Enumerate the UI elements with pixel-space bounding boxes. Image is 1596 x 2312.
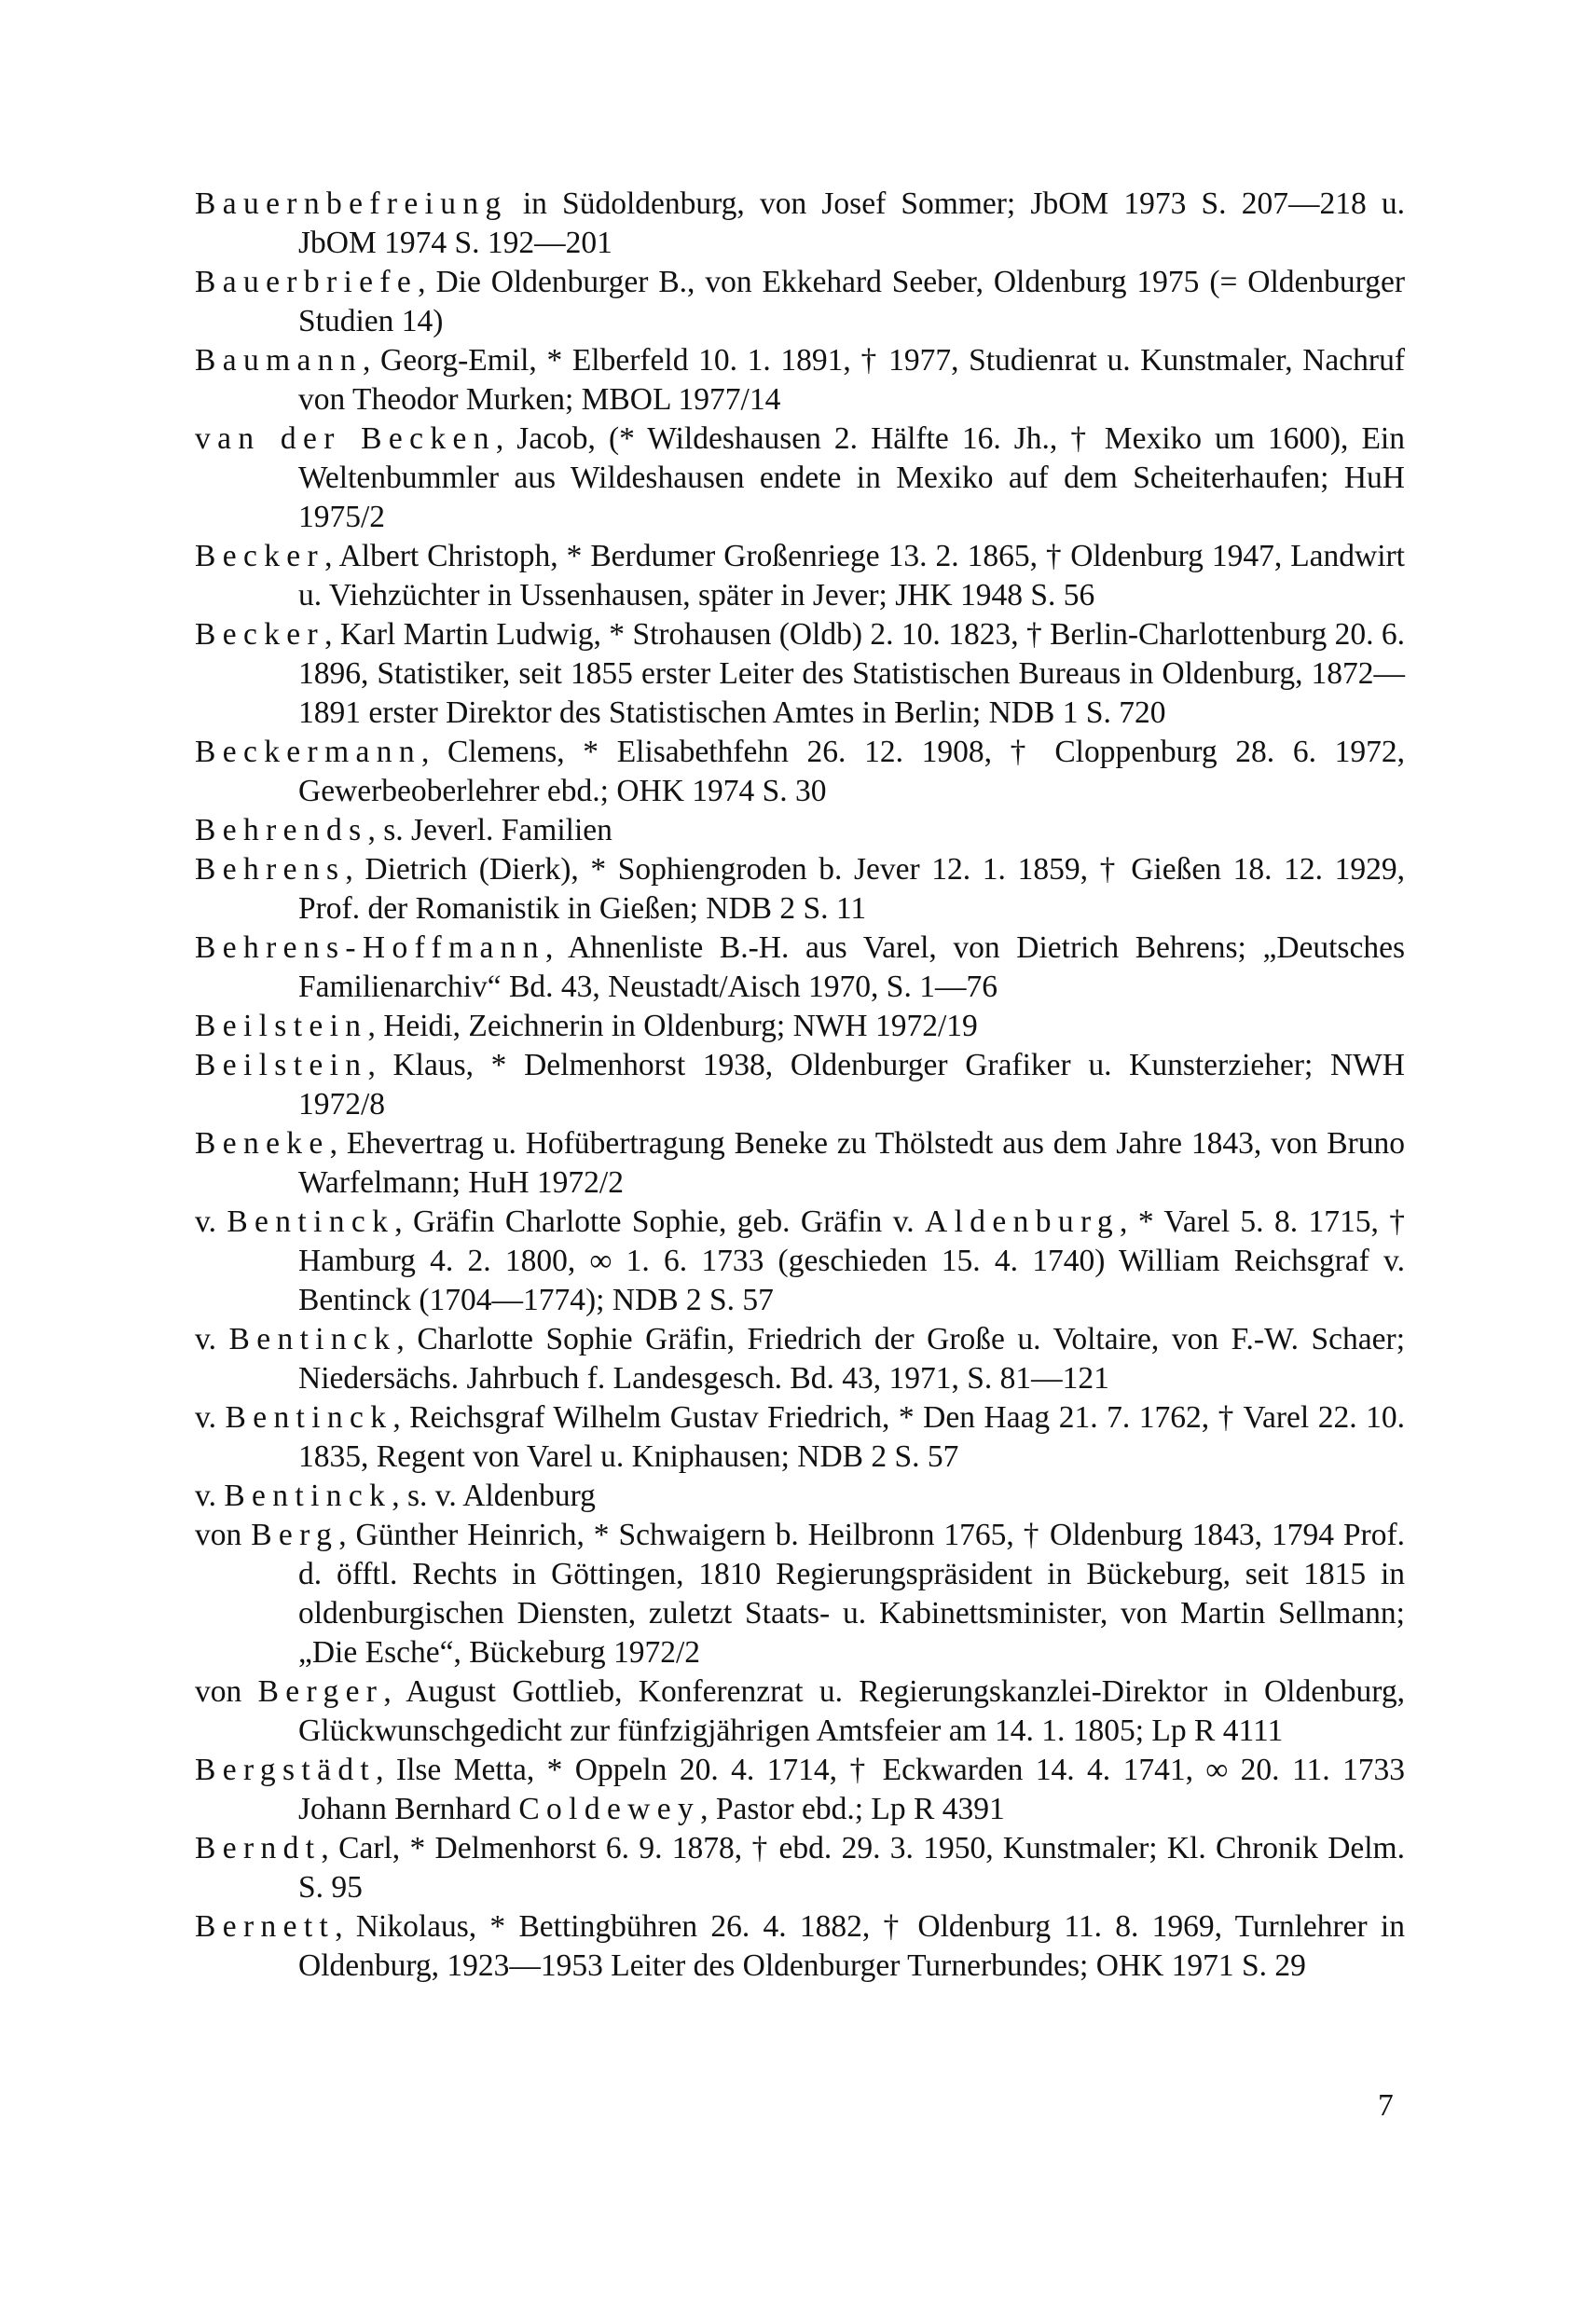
register-entries	[195, 185, 1405, 1986]
entry-prefix: v.	[195, 1400, 226, 1435]
entry-keyword: Bentinck	[224, 1479, 392, 1513]
register-entry	[195, 1477, 1405, 1516]
register-entry	[195, 1829, 1405, 1907]
entry-text-continued: , Pastor ebd.; Lp R 4391	[700, 1792, 1005, 1826]
entry-keyword: Berndt	[195, 1831, 322, 1865]
entry-text: , s. v. Aldenburg	[392, 1479, 596, 1513]
entry-keyword-secondary: Aldenburg	[925, 1204, 1121, 1239]
register-entry	[195, 1907, 1405, 1986]
entry-text: , Ilse Metta, * Oppeln 20. 4. 1714, † Eckwarden 14. 4. 1741, ∞ 20. 11. 1733 Johann Bernhard	[298, 1753, 1405, 1826]
entry-prefix: von	[195, 1674, 258, 1709]
register-entry	[195, 341, 1405, 420]
entry-keyword: Becker	[195, 617, 325, 652]
entry-text: , Carl, * Delmenhorst 6. 9. 1878, † ebd. 29. 3. 1950, Kunstmaler; Kl. Chronik Delm. S. 95	[298, 1831, 1405, 1905]
entry-text: , s. Jeverl. Familien	[367, 813, 612, 847]
entry-keyword: Berg	[251, 1518, 339, 1552]
register-entry	[195, 1516, 1405, 1672]
entry-text: , Jacob, (* Wildeshausen 2. Hälfte 16. Jh., † Mexiko um 1600), Ein Weltenbummler aus Wildeshausen endete in Mexiko auf dem Scheiterhaufen; HuH 1975/2	[298, 421, 1405, 534]
entry-keyword: Bentinck	[227, 1204, 395, 1239]
entry-text: , Nikolaus, * Bettingbühren 26. 4. 1882, † Oldenburg 11. 8. 1969, Turnlehrer in Oldenburg, 1923—1953 Leiter des Oldenburger Turnerbundes; OHK 1971 S. 29	[298, 1909, 1405, 1983]
register-entry	[195, 1398, 1405, 1477]
entry-text: , Gräfin Charlotte Sophie, geb. Gräfin v.	[394, 1204, 926, 1239]
entry-keyword: Beneke	[195, 1126, 330, 1161]
register-entry	[195, 263, 1405, 341]
register-entry	[195, 1046, 1405, 1124]
register-entry	[195, 1007, 1405, 1046]
entry-keyword-secondary: Coldewey	[518, 1792, 701, 1826]
register-entry	[195, 850, 1405, 929]
entry-text: in Südoldenburg, von Josef Sommer; JbOM 1973 S. 207—218 u. JbOM 1974 S. 192—201	[298, 186, 1405, 260]
entry-text: , Ehevertrag u. Hofübertragung Beneke zu Thölstedt aus dem Jahre 1843, von Bruno Warfelmann; HuH 1972/2	[298, 1126, 1405, 1200]
entry-keyword: Behrends	[195, 813, 368, 847]
entry-prefix: v.	[195, 1322, 229, 1356]
entry-text: , Klaus, * Delmenhorst 1938, Oldenburger Grafiker u. Kunsterzieher; NWH 1972/8	[298, 1048, 1405, 1122]
entry-text: , Clemens, * Elisabethfehn 26. 12. 1908, † Cloppenburg 28. 6. 1972, Gewerbeoberlehrer ebd.; OHK 1974 S. 30	[298, 735, 1405, 808]
entry-prefix: v.	[195, 1479, 225, 1513]
entry-keyword: Bentinck	[225, 1400, 393, 1435]
entry-prefix: von	[195, 1518, 252, 1552]
entry-keyword: van der Becken	[195, 421, 496, 456]
entry-text: , Reichsgraf Wilhelm Gustav Friedrich, * Den Haag 21. 7. 1762, † Varel 22. 10. 1835, Regent von Varel u. Kniphausen; NDB 2 S. 57	[298, 1400, 1405, 1474]
entry-text: , Günther Heinrich, * Schwaigern b. Heilbronn 1765, † Oldenburg 1843, 1794 Prof. d. öfftl. Rechts in Göttingen, 1810 Regierungspräsident in Bückeburg, seit 1815 in oldenburgischen Diensten, zuletzt Staats- u. Kabinettsminister, von Martin Sellmann; „Die Esche“, Bückeburg 1972/2	[298, 1518, 1405, 1670]
register-entry	[195, 185, 1405, 263]
entry-keyword: Beilstein	[195, 1048, 368, 1082]
entry-text-continued: , * Varel 5. 8. 1715, † Hamburg 4. 2. 1800, ∞ 1. 6. 1733 (geschieden 15. 4. 1740) William Reichsgraf v. Bentinck (1704—1774); NDB 2 S. 57	[298, 1204, 1405, 1317]
register-entry	[195, 733, 1405, 811]
register-entry	[195, 1124, 1405, 1203]
register-entry	[195, 420, 1405, 537]
entry-keyword: Behrens-Hoffmann	[195, 930, 545, 965]
entry-keyword: Bauerbriefe	[195, 265, 419, 299]
entry-keyword: Beckermann	[195, 735, 421, 769]
entry-keyword: Beilstein	[195, 1009, 368, 1043]
register-entry	[195, 1320, 1405, 1398]
entry-keyword: Bergstädt	[195, 1753, 377, 1787]
register-entry	[195, 1203, 1405, 1320]
entry-keyword: Baumann	[195, 343, 363, 378]
register-entry	[195, 537, 1405, 615]
register-entry	[195, 811, 1405, 850]
register-entry	[195, 1751, 1405, 1829]
entry-text: , Albert Christoph, * Berdumer Großenriege 13. 2. 1865, † Oldenburg 1947, Landwirt u. Viehzüchter in Ussenhausen, später in Jever; JHK 1948 S. 56	[298, 539, 1405, 612]
entry-text: , Die Oldenburger B., von Ekkehard Seeber, Oldenburg 1975 (= Oldenburger Studien 14)	[298, 265, 1405, 338]
register-entry	[195, 929, 1405, 1007]
entry-text: , Ahnenliste B.-H. aus Varel, von Dietrich Behrens; „Deutsches Familienarchiv“ Bd. 43, Neustadt/Aisch 1970, S. 1—76	[298, 930, 1405, 1004]
page-number: 7	[1378, 2088, 1394, 2123]
entry-keyword: Bauernbefreiung	[195, 186, 508, 221]
entry-keyword: Bentinck	[228, 1322, 397, 1356]
entry-keyword: Berger	[257, 1674, 384, 1709]
register-entry	[195, 615, 1405, 733]
entry-text: , Georg-Emil, * Elberfeld 10. 1. 1891, † 1977, Studienrat u. Kunstmaler, Nachruf von Theodor Murken; MBOL 1977/14	[298, 343, 1405, 417]
entry-keyword: Bernett	[195, 1909, 336, 1944]
entry-keyword: Becker	[195, 539, 325, 573]
entry-prefix: v.	[195, 1204, 227, 1239]
register-entry	[195, 1672, 1405, 1751]
entry-text: , Heidi, Zeichnerin in Oldenburg; NWH 1972/19	[367, 1009, 978, 1043]
entry-text: , August Gottlieb, Konferenzrat u. Regierungskanzlei-Direktor in Oldenburg, Glückwunschgedicht zur fünfzigjährigen Amtsfeier am 14. 1. 1805; Lp R 4111	[298, 1674, 1405, 1748]
entry-text: , Dietrich (Dierk), * Sophiengroden b. Jever 12. 1. 1859, † Gießen 18. 12. 1929, Prof. der Romanistik in Gießen; NDB 2 S. 11	[298, 852, 1405, 926]
entry-text: , Charlotte Sophie Gräfin, Friedrich der Große u. Voltaire, von F.-W. Schaer; Niedersächs. Jahrbuch f. Landesgesch. Bd. 43, 1971, S. 81—121	[298, 1322, 1405, 1396]
entry-keyword: Behrens	[195, 852, 346, 887]
entry-text: , Karl Martin Ludwig, * Strohausen (Oldb) 2. 10. 1823, † Berlin-Charlottenburg 20. 6. 1896, Statistiker, seit 1855 erster Leiter des Statistischen Bureaus in Oldenburg, 1872—1891 erster Direktor des Statistischen Amtes in Berlin; NDB 1 S. 720	[298, 617, 1405, 730]
